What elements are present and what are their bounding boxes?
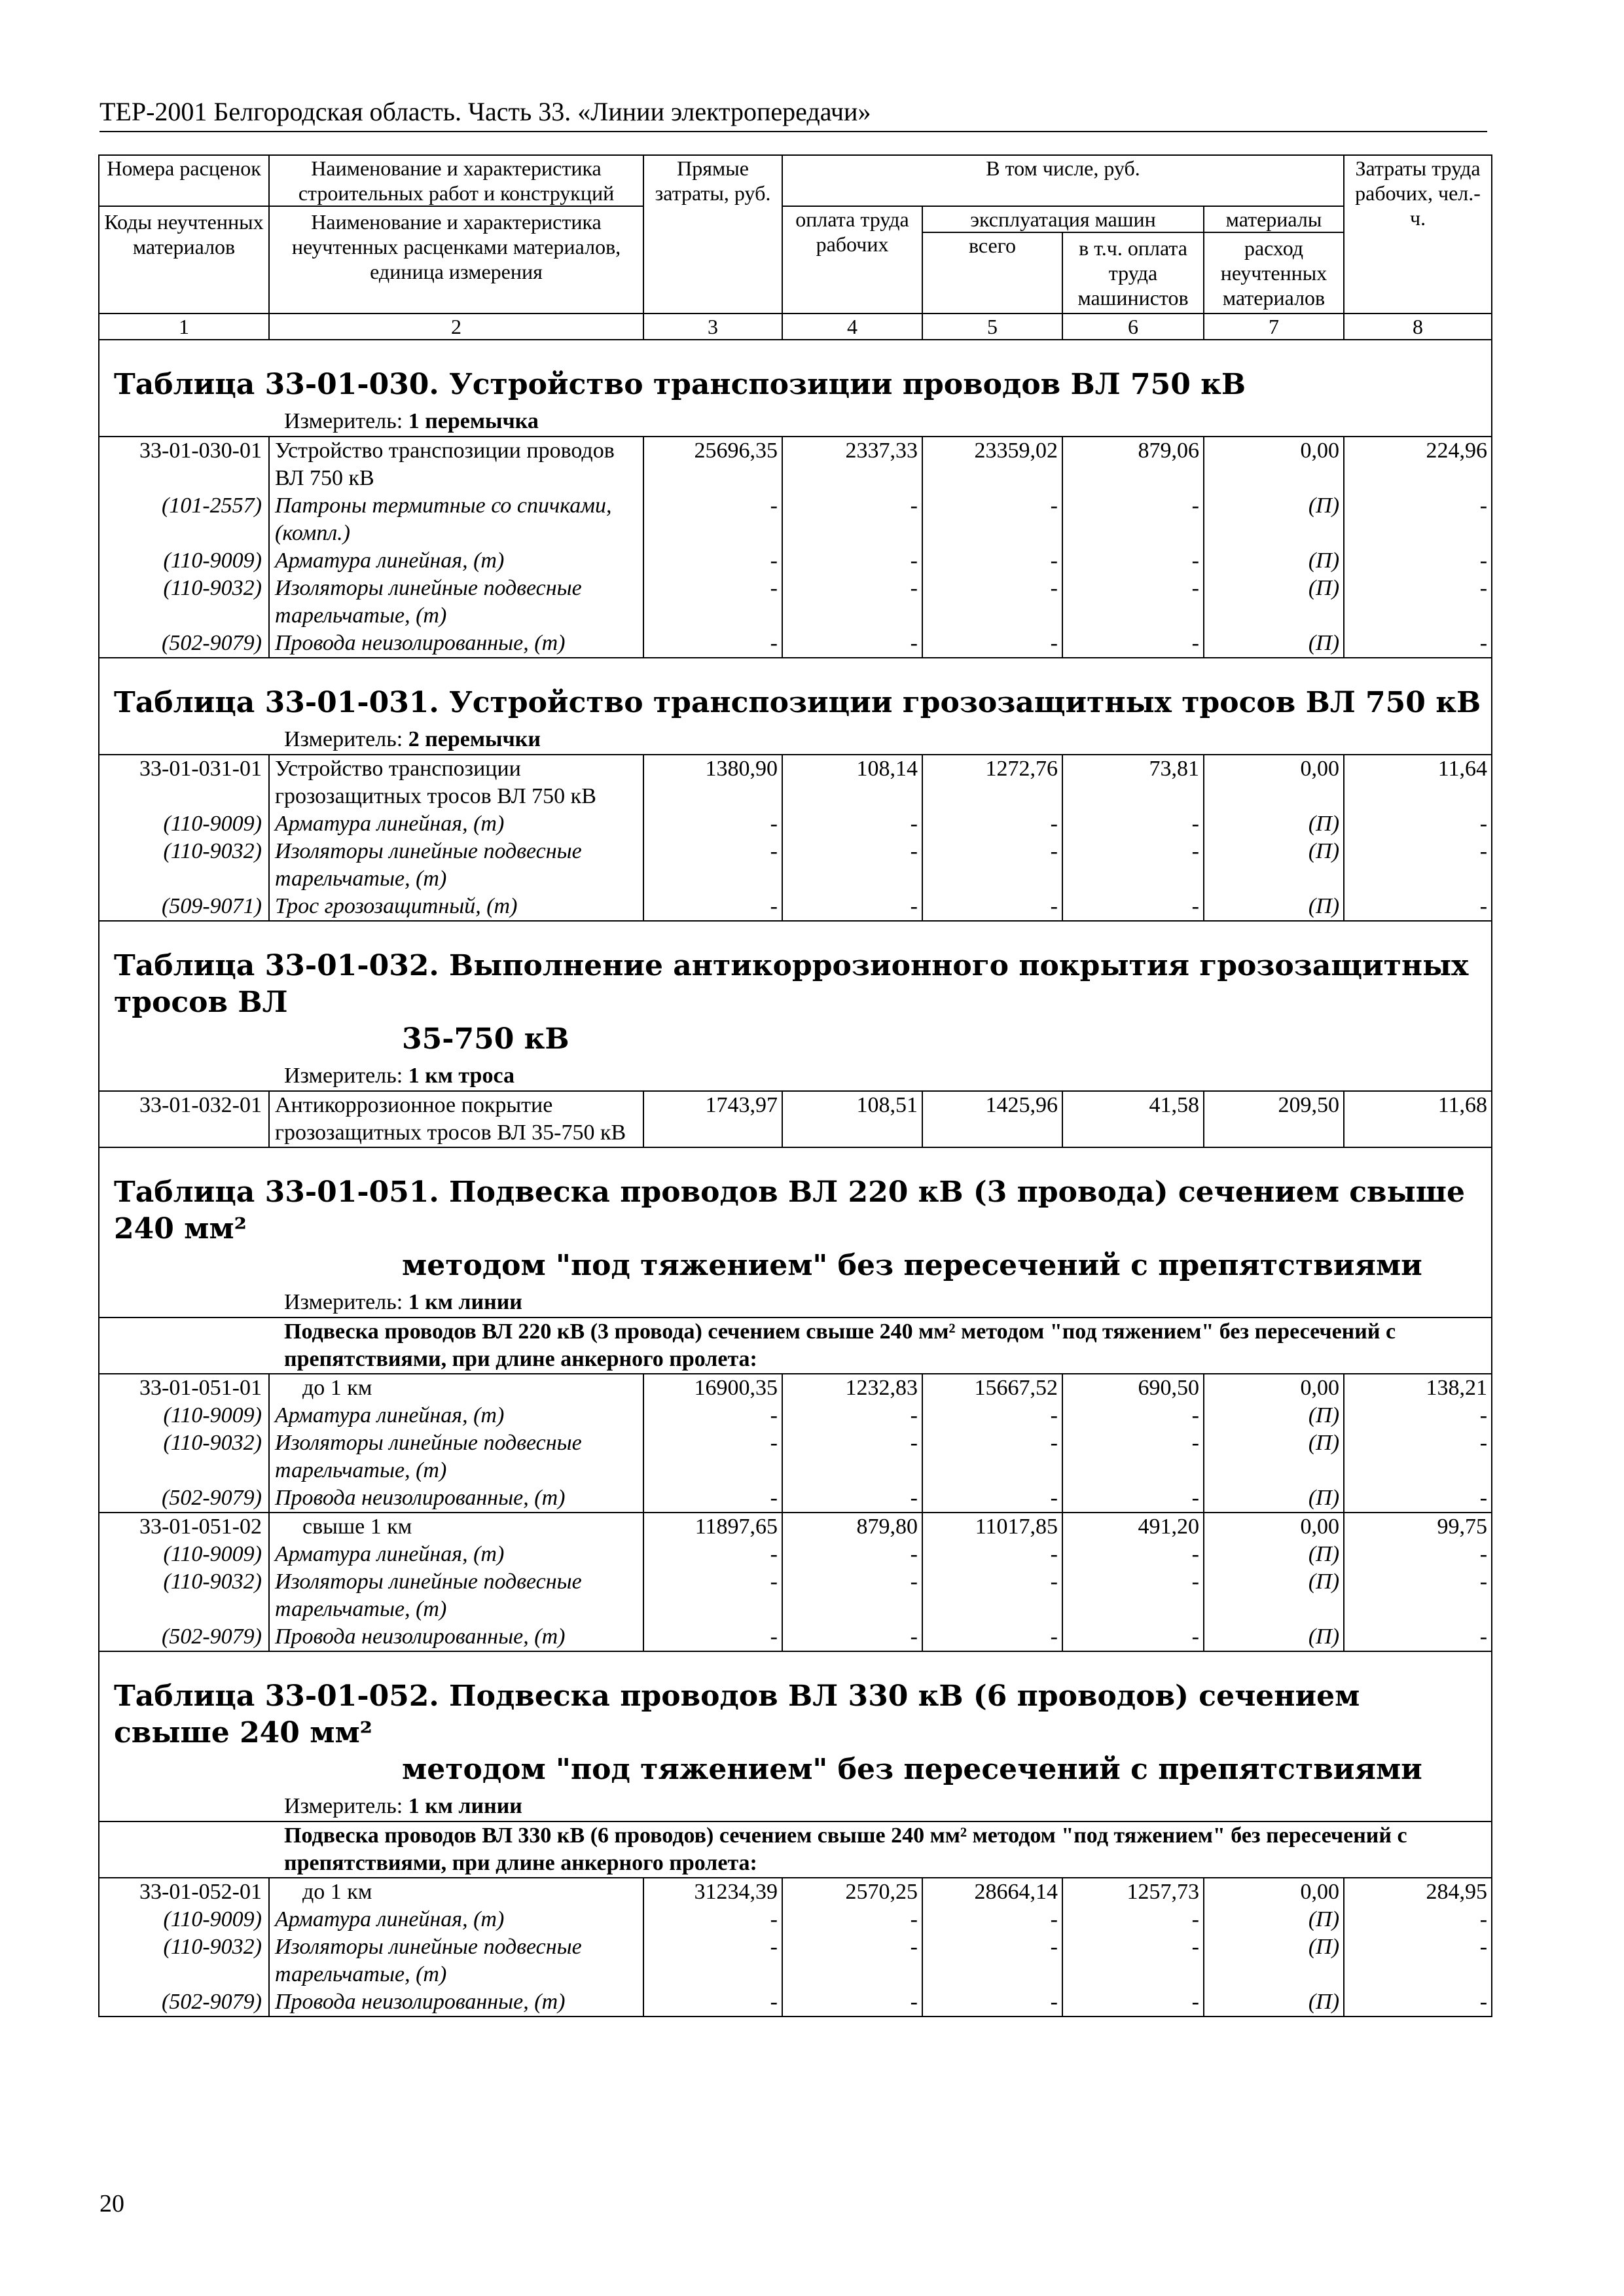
meter xyxy=(99,1792,1492,1821)
value-c6: - xyxy=(1062,547,1204,575)
col-number: 1 xyxy=(99,314,269,340)
value-c7: (П) xyxy=(1204,1623,1344,1651)
value-c8: - xyxy=(1344,1402,1492,1429)
value-c8: - xyxy=(1344,1623,1492,1651)
value-c6: - xyxy=(1062,1933,1204,1988)
value-c8: - xyxy=(1344,630,1492,658)
table-title-line: Таблица 33-01-032. Выполнение антикоррозионного покрытия грозозащитных тросов ВЛ xyxy=(114,949,1469,1019)
value-c5: - xyxy=(922,630,1062,658)
material-row xyxy=(99,1623,1492,1651)
value-c6: - xyxy=(1062,492,1204,547)
material-code: (502-9079) xyxy=(99,630,269,658)
col-number: 3 xyxy=(643,314,782,340)
rate-row xyxy=(99,437,1492,492)
value-c4: - xyxy=(782,1484,922,1513)
value-c3: - xyxy=(643,1429,782,1484)
work-name: до 1 км xyxy=(269,1374,643,1402)
value-c3: - xyxy=(643,1402,782,1429)
table-title-line: Таблица 33-01-031. Устройство транспозиции грозозащитных тросов ВЛ 750 кВ xyxy=(114,686,1481,719)
value-c4: 108,14 xyxy=(782,755,922,810)
col-number: 2 xyxy=(269,314,643,340)
meter xyxy=(99,1062,1492,1091)
material-row xyxy=(99,575,1492,630)
value-c7: (П) xyxy=(1204,1541,1344,1568)
value-c5: - xyxy=(922,893,1062,921)
value-c7: 0,00 xyxy=(1204,755,1344,810)
material-code: (110-9009) xyxy=(99,1402,269,1429)
value-c7: 0,00 xyxy=(1204,437,1344,492)
material-name: Изоляторы линейные подвесные тарельчатые, (т) xyxy=(269,838,643,893)
material-name: Провода неизолированные, (т) xyxy=(269,1484,643,1513)
value-c5: - xyxy=(922,575,1062,630)
table-title-line: Таблица 33-01-052. Подвеска проводов ВЛ 330 кВ (6 проводов) сечением свыше 240 мм² xyxy=(114,1679,1360,1749)
material-name: Арматура линейная, (т) xyxy=(269,1906,643,1933)
value-c7: 0,00 xyxy=(1204,1374,1344,1402)
value-c4: - xyxy=(782,1988,922,2017)
value-c6: - xyxy=(1062,1541,1204,1568)
meter xyxy=(99,1288,1492,1318)
material-code: (110-9009) xyxy=(99,810,269,838)
material-name: Изоляторы линейные подвесные тарельчатые, (т) xyxy=(269,1933,643,1988)
value-c6: 73,81 xyxy=(1062,755,1204,810)
value-c3: - xyxy=(643,492,782,547)
rate-code: 33-01-032-01 xyxy=(99,1091,269,1147)
value-c8: - xyxy=(1344,1484,1492,1513)
value-c3: - xyxy=(643,810,782,838)
value-c8: 138,21 xyxy=(1344,1374,1492,1402)
value-c3: - xyxy=(643,1484,782,1513)
material-row xyxy=(99,1568,1492,1623)
value-c4: - xyxy=(782,1541,922,1568)
rate-code: 33-01-030-01 xyxy=(99,437,269,492)
value-c4: - xyxy=(782,630,922,658)
rate-row xyxy=(99,755,1492,810)
value-c3: 1743,97 xyxy=(643,1091,782,1147)
value-c4: 1232,83 xyxy=(782,1374,922,1402)
meter-value: 1 перемычка xyxy=(408,409,539,433)
value-c5: - xyxy=(922,1906,1062,1933)
material-name: Изоляторы линейные подвесные тарельчатые, (т) xyxy=(269,1429,643,1484)
value-c7: (П) xyxy=(1204,492,1344,547)
value-c4: 2337,33 xyxy=(782,437,922,492)
value-c7: (П) xyxy=(1204,1484,1344,1513)
material-name: Арматура линейная, (т) xyxy=(269,1541,643,1568)
value-c4: - xyxy=(782,893,922,921)
material-name: Арматура линейная, (т) xyxy=(269,1402,643,1429)
col-number: 6 xyxy=(1062,314,1204,340)
value-c6: - xyxy=(1062,810,1204,838)
value-c7: (П) xyxy=(1204,630,1344,658)
page-header: ТЕР-2001 Белгородская область. Часть 33. «Линии электропередачи» xyxy=(99,96,1487,132)
meter-label: Измеритель: xyxy=(284,409,403,433)
meter xyxy=(99,725,1492,755)
value-c8: - xyxy=(1344,492,1492,547)
meter-label: Измеритель: xyxy=(284,727,403,751)
value-c6: - xyxy=(1062,1623,1204,1651)
material-code: (101-2557) xyxy=(99,492,269,547)
value-c8: - xyxy=(1344,1933,1492,1988)
table-title-line: методом "под тяжением" без пересечений с препятствиями xyxy=(402,1753,1422,1786)
value-c3: - xyxy=(643,1623,782,1651)
work-name: Антикоррозионное покрытие грозозащитных тросов ВЛ 35-750 кВ xyxy=(269,1091,643,1147)
rate-row xyxy=(99,1878,1492,1906)
value-c8: - xyxy=(1344,1429,1492,1484)
value-c3: - xyxy=(643,1933,782,1988)
value-c8: - xyxy=(1344,893,1492,921)
material-name: Провода неизолированные, (т) xyxy=(269,1988,643,2017)
value-c8: 224,96 xyxy=(1344,437,1492,492)
value-c6: - xyxy=(1062,1906,1204,1933)
value-c3: 25696,35 xyxy=(643,437,782,492)
material-code: (110-9032) xyxy=(99,575,269,630)
group-heading: Подвеска проводов ВЛ 220 кВ (3 провода) сечением свыше 240 мм² методом "под тяжением" без пересечений с препятствиями, при длине анкерного пролета: xyxy=(99,1318,1492,1374)
material-row xyxy=(99,838,1492,893)
table-title xyxy=(99,1147,1492,1288)
value-c3: - xyxy=(643,838,782,893)
material-row xyxy=(99,492,1492,547)
value-c8: - xyxy=(1344,1988,1492,2017)
meter xyxy=(99,407,1492,437)
value-c4: 2570,25 xyxy=(782,1878,922,1906)
work-name: свыше 1 км xyxy=(269,1513,643,1541)
value-c7: (П) xyxy=(1204,1429,1344,1484)
material-row xyxy=(99,893,1492,921)
meter-value: 1 км троса xyxy=(408,1064,514,1088)
material-code: (110-9009) xyxy=(99,1906,269,1933)
meter-label: Измеритель: xyxy=(284,1064,403,1088)
group-heading: Подвеска проводов ВЛ 330 кВ (6 проводов) сечением свыше 240 мм² методом "под тяжением" без пересечений с препятствиями, при длине анкерного пролета: xyxy=(99,1821,1492,1878)
value-c7: (П) xyxy=(1204,547,1344,575)
value-c5: - xyxy=(922,1623,1062,1651)
material-code: (110-9009) xyxy=(99,547,269,575)
value-c3: 31234,39 xyxy=(643,1878,782,1906)
value-c4: - xyxy=(782,492,922,547)
value-c5: 23359,02 xyxy=(922,437,1062,492)
meter-value: 2 перемычки xyxy=(408,727,541,751)
value-c6: 1257,73 xyxy=(1062,1878,1204,1906)
value-c7: (П) xyxy=(1204,1402,1344,1429)
rate-code: 33-01-052-01 xyxy=(99,1878,269,1906)
table-title-line: Таблица 33-01-030. Устройство транспозиции проводов ВЛ 750 кВ xyxy=(114,368,1246,401)
table-title-line: методом "под тяжением" без пересечений с препятствиями xyxy=(402,1249,1422,1282)
value-c8: 99,75 xyxy=(1344,1513,1492,1541)
value-c3: - xyxy=(643,575,782,630)
material-row xyxy=(99,810,1492,838)
material-row xyxy=(99,630,1492,658)
value-c3: - xyxy=(643,1988,782,2017)
rate-code: 33-01-051-02 xyxy=(99,1513,269,1541)
material-name: Провода неизолированные, (т) xyxy=(269,1623,643,1651)
value-c4: - xyxy=(782,1402,922,1429)
value-c8: - xyxy=(1344,838,1492,893)
table-title xyxy=(99,658,1492,725)
value-c4: - xyxy=(782,1429,922,1484)
value-c5: 11017,85 xyxy=(922,1513,1062,1541)
table-title-line: Таблица 33-01-051. Подвеска проводов ВЛ 220 кВ (3 провода) сечением свыше 240 мм² xyxy=(114,1175,1465,1246)
material-code: (110-9032) xyxy=(99,1568,269,1623)
material-row xyxy=(99,1541,1492,1568)
value-c5: - xyxy=(922,1933,1062,1988)
material-row xyxy=(99,547,1492,575)
rate-code: 33-01-051-01 xyxy=(99,1374,269,1402)
material-name: Патроны термитные со спичками, (компл.) xyxy=(269,492,643,547)
value-c4: - xyxy=(782,810,922,838)
value-c7: 209,50 xyxy=(1204,1091,1344,1147)
material-row xyxy=(99,1988,1492,2017)
rate-row xyxy=(99,1513,1492,1541)
col-number: 8 xyxy=(1344,314,1492,340)
value-c7: (П) xyxy=(1204,1906,1344,1933)
table-title xyxy=(99,921,1492,1062)
value-c5: - xyxy=(922,492,1062,547)
col-worker-pay-header: оплата труда рабочих xyxy=(782,206,922,314)
material-row xyxy=(99,1484,1492,1513)
material-code: (110-9032) xyxy=(99,1933,269,1988)
value-c4: - xyxy=(782,1933,922,1988)
value-c6: - xyxy=(1062,1988,1204,2017)
meter-label: Измеритель: xyxy=(284,1290,403,1314)
page-number: 20 xyxy=(99,2190,124,2217)
value-c6: 690,50 xyxy=(1062,1374,1204,1402)
material-name: Арматура линейная, (т) xyxy=(269,547,643,575)
col-machine-exploitation-header: эксплуатация машин xyxy=(922,206,1204,232)
material-code: (110-9009) xyxy=(99,1541,269,1568)
col-direct-costs-header: Прямые затраты, руб. xyxy=(643,155,782,314)
meter-label: Измеритель: xyxy=(284,1794,403,1818)
value-c7: 0,00 xyxy=(1204,1513,1344,1541)
value-c6: - xyxy=(1062,1568,1204,1623)
col-number: 5 xyxy=(922,314,1062,340)
value-c4: - xyxy=(782,547,922,575)
material-row xyxy=(99,1906,1492,1933)
value-c7: (П) xyxy=(1204,838,1344,893)
value-c5: - xyxy=(922,1988,1062,2017)
value-c7: (П) xyxy=(1204,1988,1344,2017)
material-code: (502-9079) xyxy=(99,1484,269,1513)
value-c5: - xyxy=(922,810,1062,838)
value-c4: 108,51 xyxy=(782,1091,922,1147)
col-including-header: В том числе, руб. xyxy=(782,155,1344,206)
value-c8: - xyxy=(1344,575,1492,630)
work-name: Устройство транспозиции грозозащитных тросов ВЛ 750 кВ xyxy=(269,755,643,810)
material-name: Изоляторы линейные подвесные тарельчатые, (т) xyxy=(269,1568,643,1623)
col-number: 7 xyxy=(1204,314,1344,340)
value-c6: - xyxy=(1062,630,1204,658)
value-c8: - xyxy=(1344,1568,1492,1623)
rate-code: 33-01-031-01 xyxy=(99,755,269,810)
value-c3: - xyxy=(643,1906,782,1933)
material-name: Провода неизолированные, (т) xyxy=(269,630,643,658)
value-c3: 1380,90 xyxy=(643,755,782,810)
value-c5: 1272,76 xyxy=(922,755,1062,810)
value-c8: 11,68 xyxy=(1344,1091,1492,1147)
value-c8: - xyxy=(1344,810,1492,838)
value-c5: - xyxy=(922,547,1062,575)
rate-row xyxy=(99,1091,1492,1147)
value-c7: (П) xyxy=(1204,575,1344,630)
col-machine-total-header: всего xyxy=(922,232,1062,314)
value-c8: - xyxy=(1344,547,1492,575)
material-code: (110-9032) xyxy=(99,1429,269,1484)
col-materials-header: материалы xyxy=(1204,206,1344,232)
material-code: (502-9079) xyxy=(99,1988,269,2017)
value-c4: - xyxy=(782,838,922,893)
value-c4: - xyxy=(782,1568,922,1623)
table-title xyxy=(99,340,1492,407)
value-c3: - xyxy=(643,630,782,658)
col-work-name-header: Наименование и характеристика строительных работ и конструкций xyxy=(269,155,643,206)
value-c5: 1425,96 xyxy=(922,1091,1062,1147)
value-c8: - xyxy=(1344,1541,1492,1568)
value-c7: (П) xyxy=(1204,1568,1344,1623)
value-c6: - xyxy=(1062,1402,1204,1429)
value-c7: (П) xyxy=(1204,893,1344,921)
value-c8: - xyxy=(1344,1906,1492,1933)
value-c4: - xyxy=(782,1906,922,1933)
value-c6: 879,06 xyxy=(1062,437,1204,492)
material-code: (502-9079) xyxy=(99,1623,269,1651)
col-labor-costs-header: Затраты труда рабочих, чел.-ч. xyxy=(1344,155,1492,314)
work-name: Устройство транспозиции проводов ВЛ 750 кВ xyxy=(269,437,643,492)
meter-value: 1 км линии xyxy=(408,1290,522,1314)
material-name: Изоляторы линейные подвесные тарельчатые, (т) xyxy=(269,575,643,630)
material-code: (110-9032) xyxy=(99,838,269,893)
value-c6: - xyxy=(1062,1484,1204,1513)
rates-table xyxy=(98,154,1492,2017)
col-material-name-header: Наименование и характеристика неучтенных расценками материалов, единица измерения xyxy=(269,206,643,314)
value-c6: 41,58 xyxy=(1062,1091,1204,1147)
value-c7: (П) xyxy=(1204,810,1344,838)
value-c6: - xyxy=(1062,1429,1204,1484)
material-row xyxy=(99,1402,1492,1429)
value-c8: 11,64 xyxy=(1344,755,1492,810)
value-c4: 879,80 xyxy=(782,1513,922,1541)
value-c5: - xyxy=(922,1484,1062,1513)
col-rate-numbers-header: Номера расценок xyxy=(99,155,269,206)
value-c7: (П) xyxy=(1204,1933,1344,1988)
table-title-line: 35-750 кВ xyxy=(402,1022,569,1056)
meter-value: 1 км линии xyxy=(408,1794,522,1818)
value-c8: 284,95 xyxy=(1344,1878,1492,1906)
material-row xyxy=(99,1429,1492,1484)
material-code: (509-9071) xyxy=(99,893,269,921)
value-c3: 11897,65 xyxy=(643,1513,782,1541)
material-name: Трос грозозащитный, (т) xyxy=(269,893,643,921)
value-c5: - xyxy=(922,1402,1062,1429)
table-title xyxy=(99,1651,1492,1792)
value-c6: - xyxy=(1062,893,1204,921)
value-c5: 28664,14 xyxy=(922,1878,1062,1906)
material-name: Арматура линейная, (т) xyxy=(269,810,643,838)
work-name: до 1 км xyxy=(269,1878,643,1906)
value-c3: - xyxy=(643,1568,782,1623)
col-number: 4 xyxy=(782,314,922,340)
value-c5: - xyxy=(922,1429,1062,1484)
value-c3: 16900,35 xyxy=(643,1374,782,1402)
value-c4: - xyxy=(782,575,922,630)
value-c6: 491,20 xyxy=(1062,1513,1204,1541)
value-c5: - xyxy=(922,1541,1062,1568)
material-row xyxy=(99,1933,1492,1988)
col-machinist-pay-header: в т.ч. оплата труда машинистов xyxy=(1062,232,1204,314)
value-c3: - xyxy=(643,547,782,575)
value-c5: - xyxy=(922,1568,1062,1623)
value-c3: - xyxy=(643,893,782,921)
rate-row xyxy=(99,1374,1492,1402)
value-c5: - xyxy=(922,838,1062,893)
value-c7: 0,00 xyxy=(1204,1878,1344,1906)
value-c4: - xyxy=(782,1623,922,1651)
value-c6: - xyxy=(1062,575,1204,630)
value-c6: - xyxy=(1062,838,1204,893)
value-c3: - xyxy=(643,1541,782,1568)
col-unaccounted-materials-header: расход неучтенных материалов xyxy=(1204,232,1344,314)
value-c5: 15667,52 xyxy=(922,1374,1062,1402)
col-material-codes-header: Коды неучтенных материалов xyxy=(99,206,269,314)
